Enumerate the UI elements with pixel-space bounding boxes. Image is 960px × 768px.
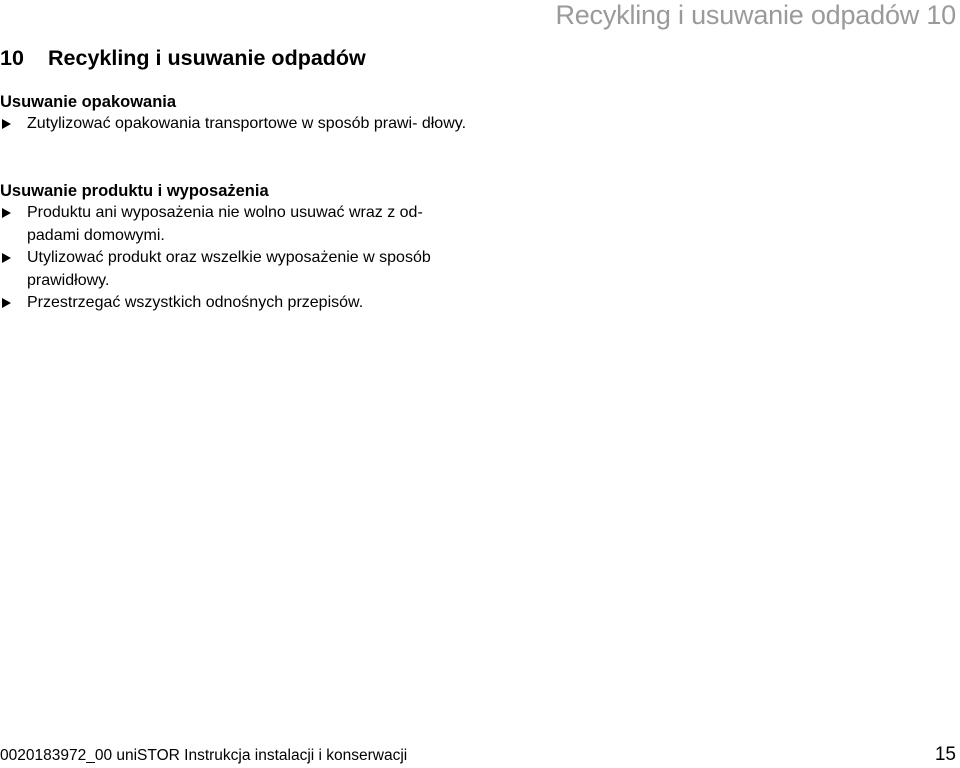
section-heading: Usuwanie opakowania (0, 93, 177, 111)
list-item (0, 247, 467, 292)
section-packaging-disposal (0, 91, 480, 136)
list-item-text: Produktu ani wyposażenia nie wolno usuwać wraz z od- padami domowymi. (27, 204, 423, 244)
triangle-right-icon (2, 298, 11, 308)
triangle-right-icon (2, 208, 11, 218)
list-item-text: Przestrzegać wszystkich odnośnych przepisów. (27, 294, 364, 311)
page-number: 15 (934, 744, 956, 765)
list-item (0, 292, 467, 315)
section-product-disposal (0, 180, 480, 315)
triangle-right-icon (2, 119, 11, 129)
running-header-title: Recykling i usuwanie odpadów 10 (555, 0, 956, 30)
section-heading: Usuwanie produktu i wyposażenia (0, 182, 269, 200)
chapter-title-text: Recykling i usuwanie odpadów (48, 46, 366, 70)
bullet-list (0, 113, 480, 136)
footer-document-reference: 0020183972_00 uniSTOR Instrukcja instalacji i konserwacji (0, 747, 408, 764)
list-item (0, 202, 467, 247)
chapter-title (0, 44, 366, 72)
list-item (0, 113, 467, 136)
list-item-text: Utylizować produkt oraz wszelkie wyposażenie w sposób prawidłowy. (27, 249, 431, 289)
chapter-number: 10 (0, 46, 24, 70)
list-item-text: Zutylizować opakowania transportowe w sposób prawi- dłowy. (27, 115, 467, 132)
bullet-list (0, 202, 480, 315)
triangle-right-icon (2, 253, 11, 263)
